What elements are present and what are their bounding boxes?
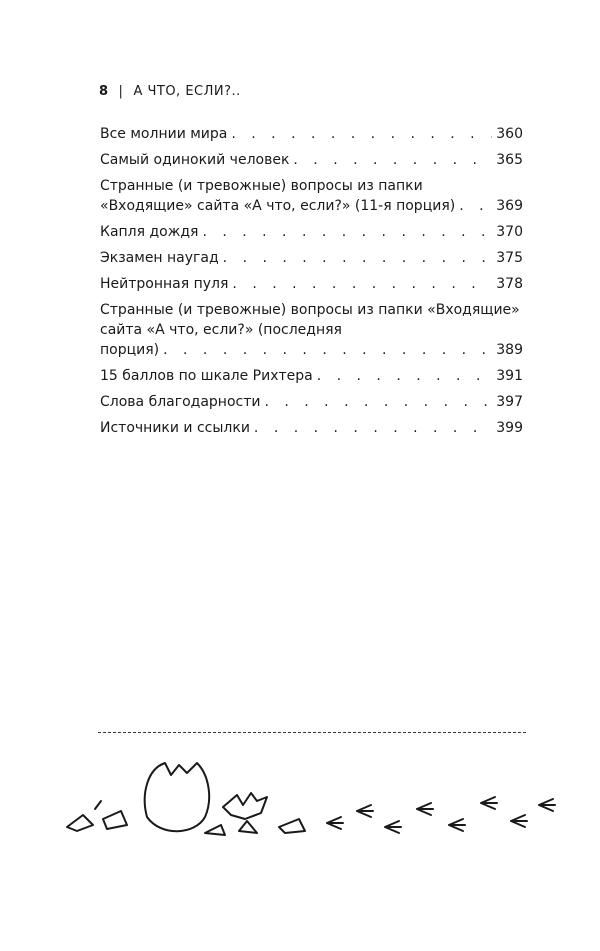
leader-dots — [163, 340, 492, 360]
toc-title: Самый одинокий человек — [100, 152, 290, 168]
leader-dots — [293, 150, 492, 170]
toc-page: 369 — [496, 198, 523, 214]
toc-entry — [100, 124, 523, 144]
toc-entry — [100, 222, 523, 242]
toc-entry — [100, 418, 523, 438]
page-number: 8 — [99, 84, 109, 99]
toc-page: 397 — [496, 394, 523, 410]
toc-page: 378 — [496, 276, 523, 292]
toc-entry — [100, 248, 523, 268]
toc-title-head: Странные (и тревожные) вопросы из папки «Входящие» сайта «А что, если?» (последняя — [100, 302, 520, 338]
footprints-icon — [327, 797, 555, 833]
leader-dots — [254, 418, 492, 438]
running-header — [99, 84, 241, 99]
leader-dots — [223, 248, 493, 268]
toc-entry — [100, 392, 523, 412]
toc-page: 370 — [496, 224, 523, 240]
toc-entry — [100, 366, 523, 386]
toc-page: 365 — [496, 152, 523, 168]
leader-dots — [202, 222, 492, 242]
leader-dots — [232, 274, 492, 294]
toc-entry — [100, 150, 523, 170]
shell-fragments-icon — [67, 793, 305, 835]
toc-title: Источники и ссылки — [100, 420, 250, 436]
toc-entry — [100, 176, 523, 216]
toc-page: 391 — [496, 368, 523, 384]
toc-title: Нейтронная пуля — [100, 276, 229, 292]
toc-page: 389 — [496, 342, 523, 358]
toc-title-head: Странные (и тревожные) вопросы из папки — [100, 178, 423, 194]
toc-title: 15 баллов по шкале Рихтера — [100, 368, 313, 384]
leader-dots — [264, 392, 492, 412]
toc-entry — [100, 274, 523, 294]
leader-dots — [459, 196, 492, 216]
table-of-contents — [100, 124, 523, 444]
eggshell-footprints-illustration — [55, 755, 575, 865]
leader-dots — [231, 124, 492, 144]
header-separator: | — [118, 84, 124, 99]
broken-eggshell-icon — [145, 763, 209, 831]
toc-title: Экзамен наугад — [100, 250, 219, 266]
toc-title: Все молнии мира — [100, 126, 228, 142]
toc-title: Капля дождя — [100, 224, 199, 240]
toc-title: Слова благодарности — [100, 394, 261, 410]
toc-title: порция) — [100, 342, 160, 358]
toc-entry — [100, 300, 523, 360]
running-title: А ЧТО, ЕСЛИ?.. — [133, 84, 241, 99]
toc-page: 399 — [496, 420, 523, 436]
toc-title: «Входящие» сайта «А что, если?» (11-я порция) — [100, 198, 456, 214]
toc-page: 360 — [496, 126, 523, 142]
leader-dots — [317, 366, 493, 386]
dashed-divider — [98, 732, 526, 733]
toc-page: 375 — [496, 250, 523, 266]
